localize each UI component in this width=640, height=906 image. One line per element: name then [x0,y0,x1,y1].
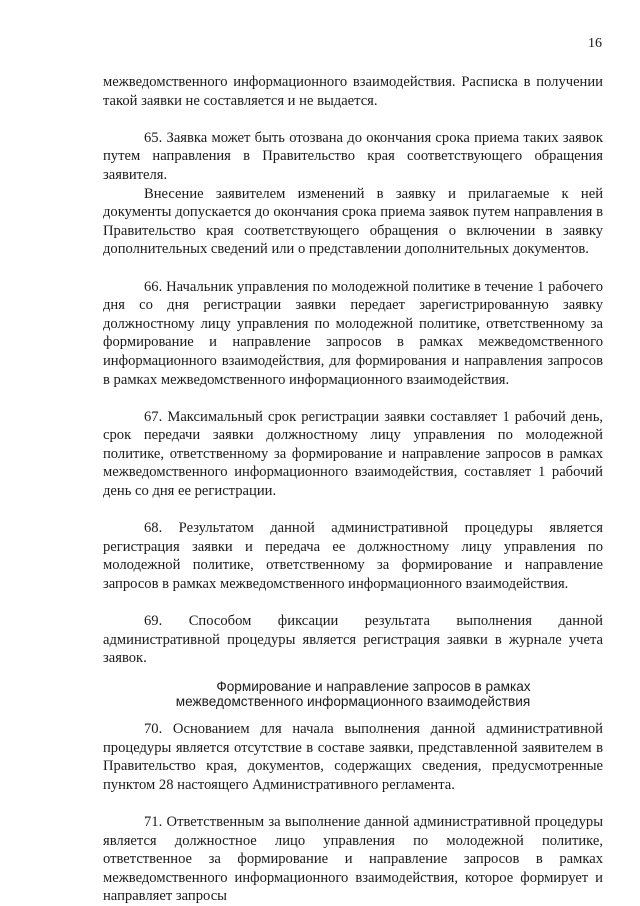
paragraph-67: 67. Максимальный срок регистрации заявки составляет 1 рабочий день, срок передачи заявки должностному лицу управления по молодежной политике, ответственному за формирование и направление запросов в рамках межведомственного информационного взаимодействия, составляет 1 рабочий день со дня ее регистрации. [103,408,603,500]
paragraph-68: 68. Результатом данной административной процедуры является регистрация заявки и передача ее должностному лицу управления по молодежной политике, ответственному за формирование и направление запросов в рамках межведомственного информационного взаимодействия. [103,520,603,593]
paragraph-65: 65. Заявка может быть отозвана до окончания срока приема таких заявок путем направления в Правительство края соответствующего обращения заявителя. [103,129,603,183]
document-body [103,73,603,906]
paragraph-70: 70. Основанием для начала выполнения данной административной процедуры является отсутствие в составе заявки, представленной заявителем в Правительство края, документов, содержащих сведения, предусмотренные пунктом 28 настоящего Административного регламента. [103,721,603,793]
page-number: 16 [588,36,602,51]
paragraph-69: 69. Способом фиксации результата выполнения данной административной процедуры является регистрация заявки в журнале учета заявок. [103,613,603,667]
paragraph-71: 71. Ответственным за выполнение данной административной процедуры является должностное лицо управления по молодежной политике, ответственное за формирование и направление запросов в рамках межведомственного информационного взаимодействия, которое формирует и направляет запросы [103,813,603,905]
paragraph-65-amendments: Внесение заявителем изменений в заявку и прилагаемые к ней документы допускается до окончания срока приема заявок путем направления в Правительство края соответствующего обращения о включении в заявку дополнительных сведений или о представлении дополнительных документов. [103,185,603,258]
section-heading: Формирование и направление запросов в рамках межведомственного информационного взаимодействия [175,679,531,709]
paragraph-continuation: межведомственного информационного взаимодействия. Расписка в получении такой заявки не составляется и не выдается. [103,74,603,109]
paragraph-66: 66. Начальник управления по молодежной политике в течение 1 рабочего дня со дня регистрации заявки передает зарегистрированную заявку должностному лицу управления по молодежной политике, ответственному за формирование и направление запросов в рамках межведомственного информационного взаимодействия, для формирования и направления запросов в рамках межведомственного информационного взаимодействия. [103,278,603,388]
